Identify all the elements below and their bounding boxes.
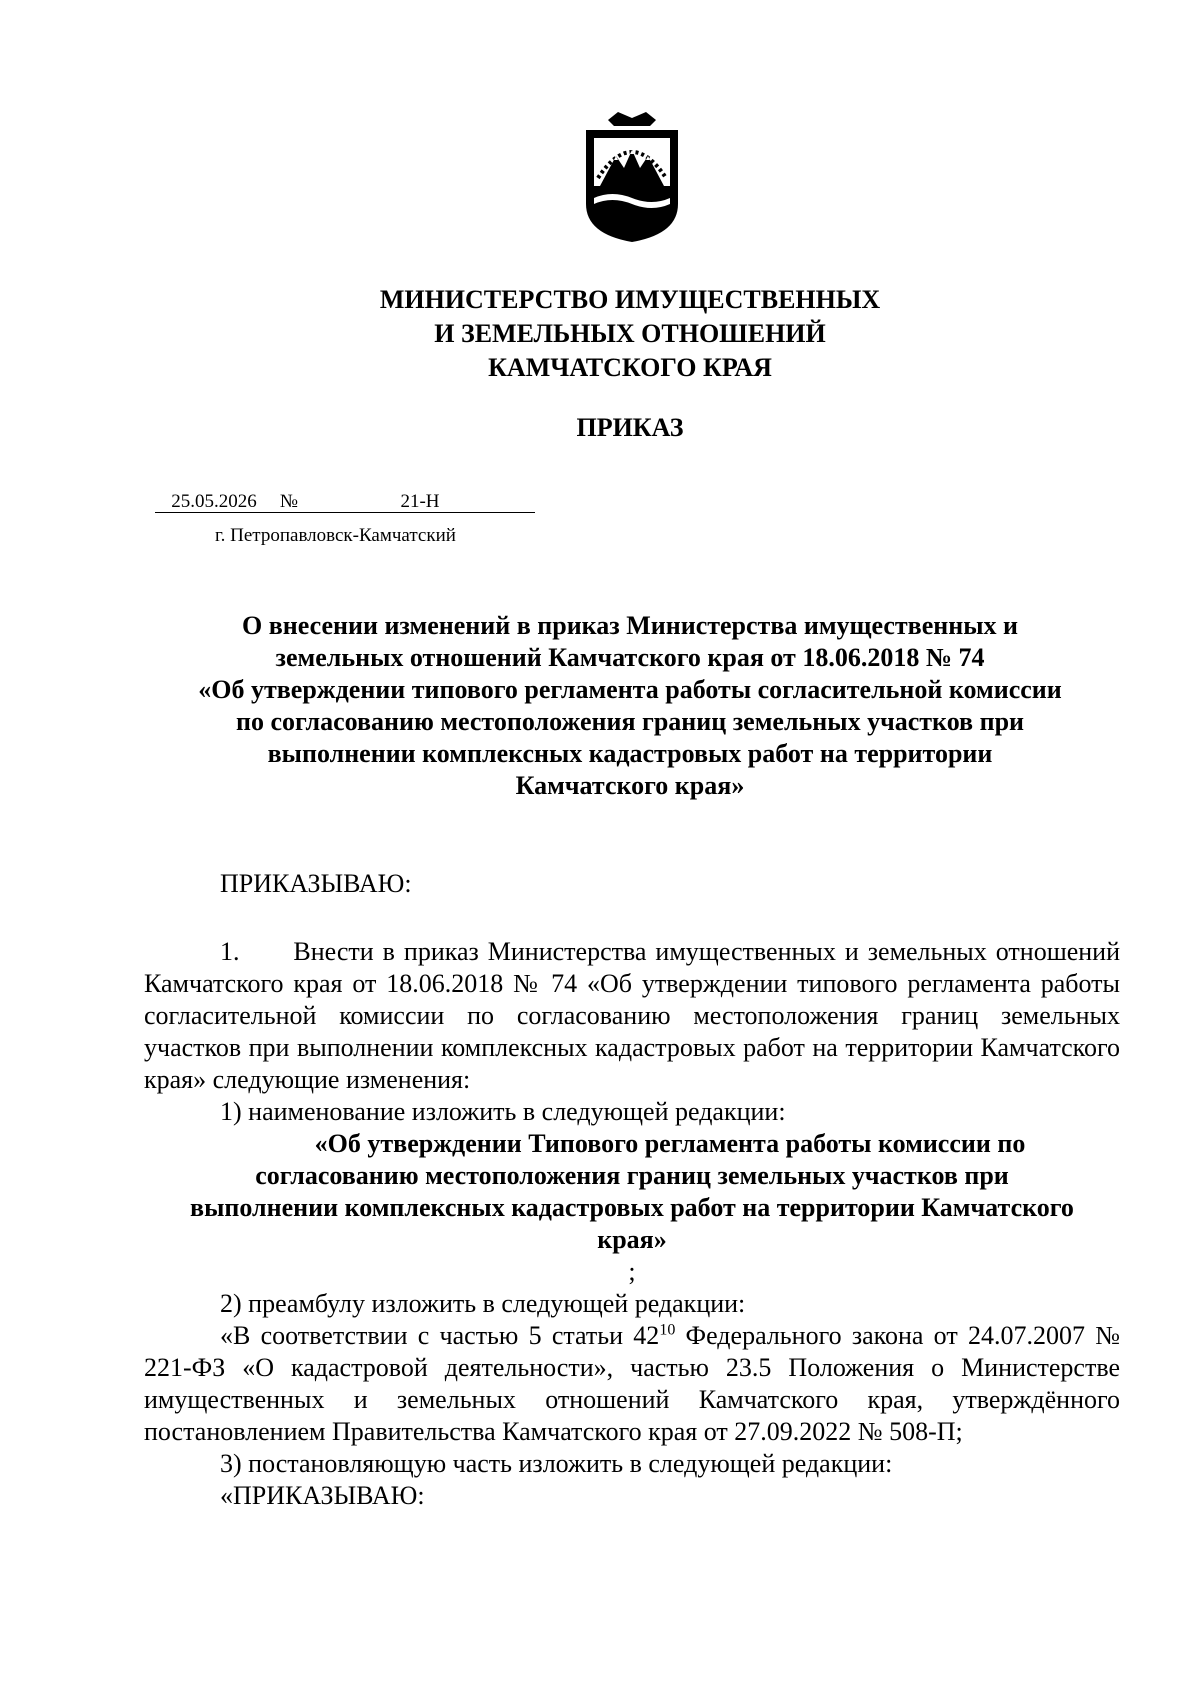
ministry-line: МИНИСТЕРСТВО ИМУЩЕСТВЕННЫХ (379, 285, 881, 314)
preamble-rest: Федерального закона от 24.07.2007 № 221-ФЗ «О кадастровой деятельности», частью 23.5 Положения о Министерстве имущественных и земельных отношений Камчатского края, утверждённого постановлением Правительства Камчатского края от 27.09.2022 № 508-П; (144, 1321, 1120, 1446)
date-number-row (155, 490, 535, 514)
paragraph-text: Внести в приказ Министерства имущественных и земельных отношений Камчатского края от 18.06.2018 № 74 «Об утверждении типового регламента работы согласительной комиссии по согласованию местоположения границ земельных участков при выполнении комплексных кадастровых работ на территории Камчатского края» следующие изменения: (144, 937, 1120, 1094)
document-type: ПРИКАЗ (576, 413, 684, 442)
ministry-line: КАМЧАТСКОГО КРАЯ (488, 353, 772, 382)
document-number: 21-Н (305, 492, 535, 513)
item-1: 1) наименование изложить в следующей редакции: (220, 1097, 786, 1126)
paragraph-1 (144, 936, 1120, 1096)
ministry-name (0, 283, 1200, 385)
subject-line: выполнении комплексных кадастровых работ на территории (267, 739, 993, 768)
preamble-text (144, 1320, 1120, 1448)
new-title-end: ; (628, 1257, 636, 1286)
subject-line: земельных отношений Камчатского края от 18.06.2018 № 74 (275, 643, 985, 672)
new-title (144, 1128, 1120, 1288)
new-title-line: края» (597, 1225, 667, 1254)
document-body (144, 868, 1120, 1512)
new-title-line: «Об утверждении Типового регламента работы комиссии по (314, 1129, 1026, 1158)
item-2: 2) преамбулу изложить в следующей редакции: (220, 1289, 746, 1318)
article-superscript: 10 (659, 1321, 676, 1339)
number-sign: № (273, 492, 305, 513)
paragraph-number: 1. (220, 937, 240, 966)
item-3: 3) постановляющую часть изложить в следующей редакции: (220, 1449, 893, 1478)
kamchatka-coat-of-arms-icon (578, 112, 686, 242)
subject-line: Камчатского края» (515, 771, 745, 800)
document-date: 25.05.2026 (155, 492, 273, 513)
subject-line: по согласованию местоположения границ земельных участков при (235, 707, 1025, 736)
new-title-line: выполнении комплексных кадастровых работ на территории Камчатского (190, 1193, 1074, 1222)
orders-heading: ПРИКАЗЫВАЮ: (220, 869, 412, 898)
subject-line: О внесении изменений в приказ Министерства имущественных и (242, 611, 1018, 640)
coat-of-arms-emblem (578, 112, 686, 242)
new-title-line: согласованию местоположения границ земельных участков при (255, 1161, 1009, 1190)
preamble-start: «В соответствии с частью 5 статьи 42 (220, 1321, 660, 1350)
orders-quoted: «ПРИКАЗЫВАЮ: (220, 1481, 425, 1510)
ministry-line: И ЗЕМЕЛЬНЫХ ОТНОШЕНИЙ (434, 319, 826, 348)
document-subject (140, 610, 1120, 802)
document-city: г. Петропавловск-Камчатский (215, 525, 456, 546)
subject-line: «Об утверждении типового регламента работы согласительной комиссии (198, 675, 1062, 704)
